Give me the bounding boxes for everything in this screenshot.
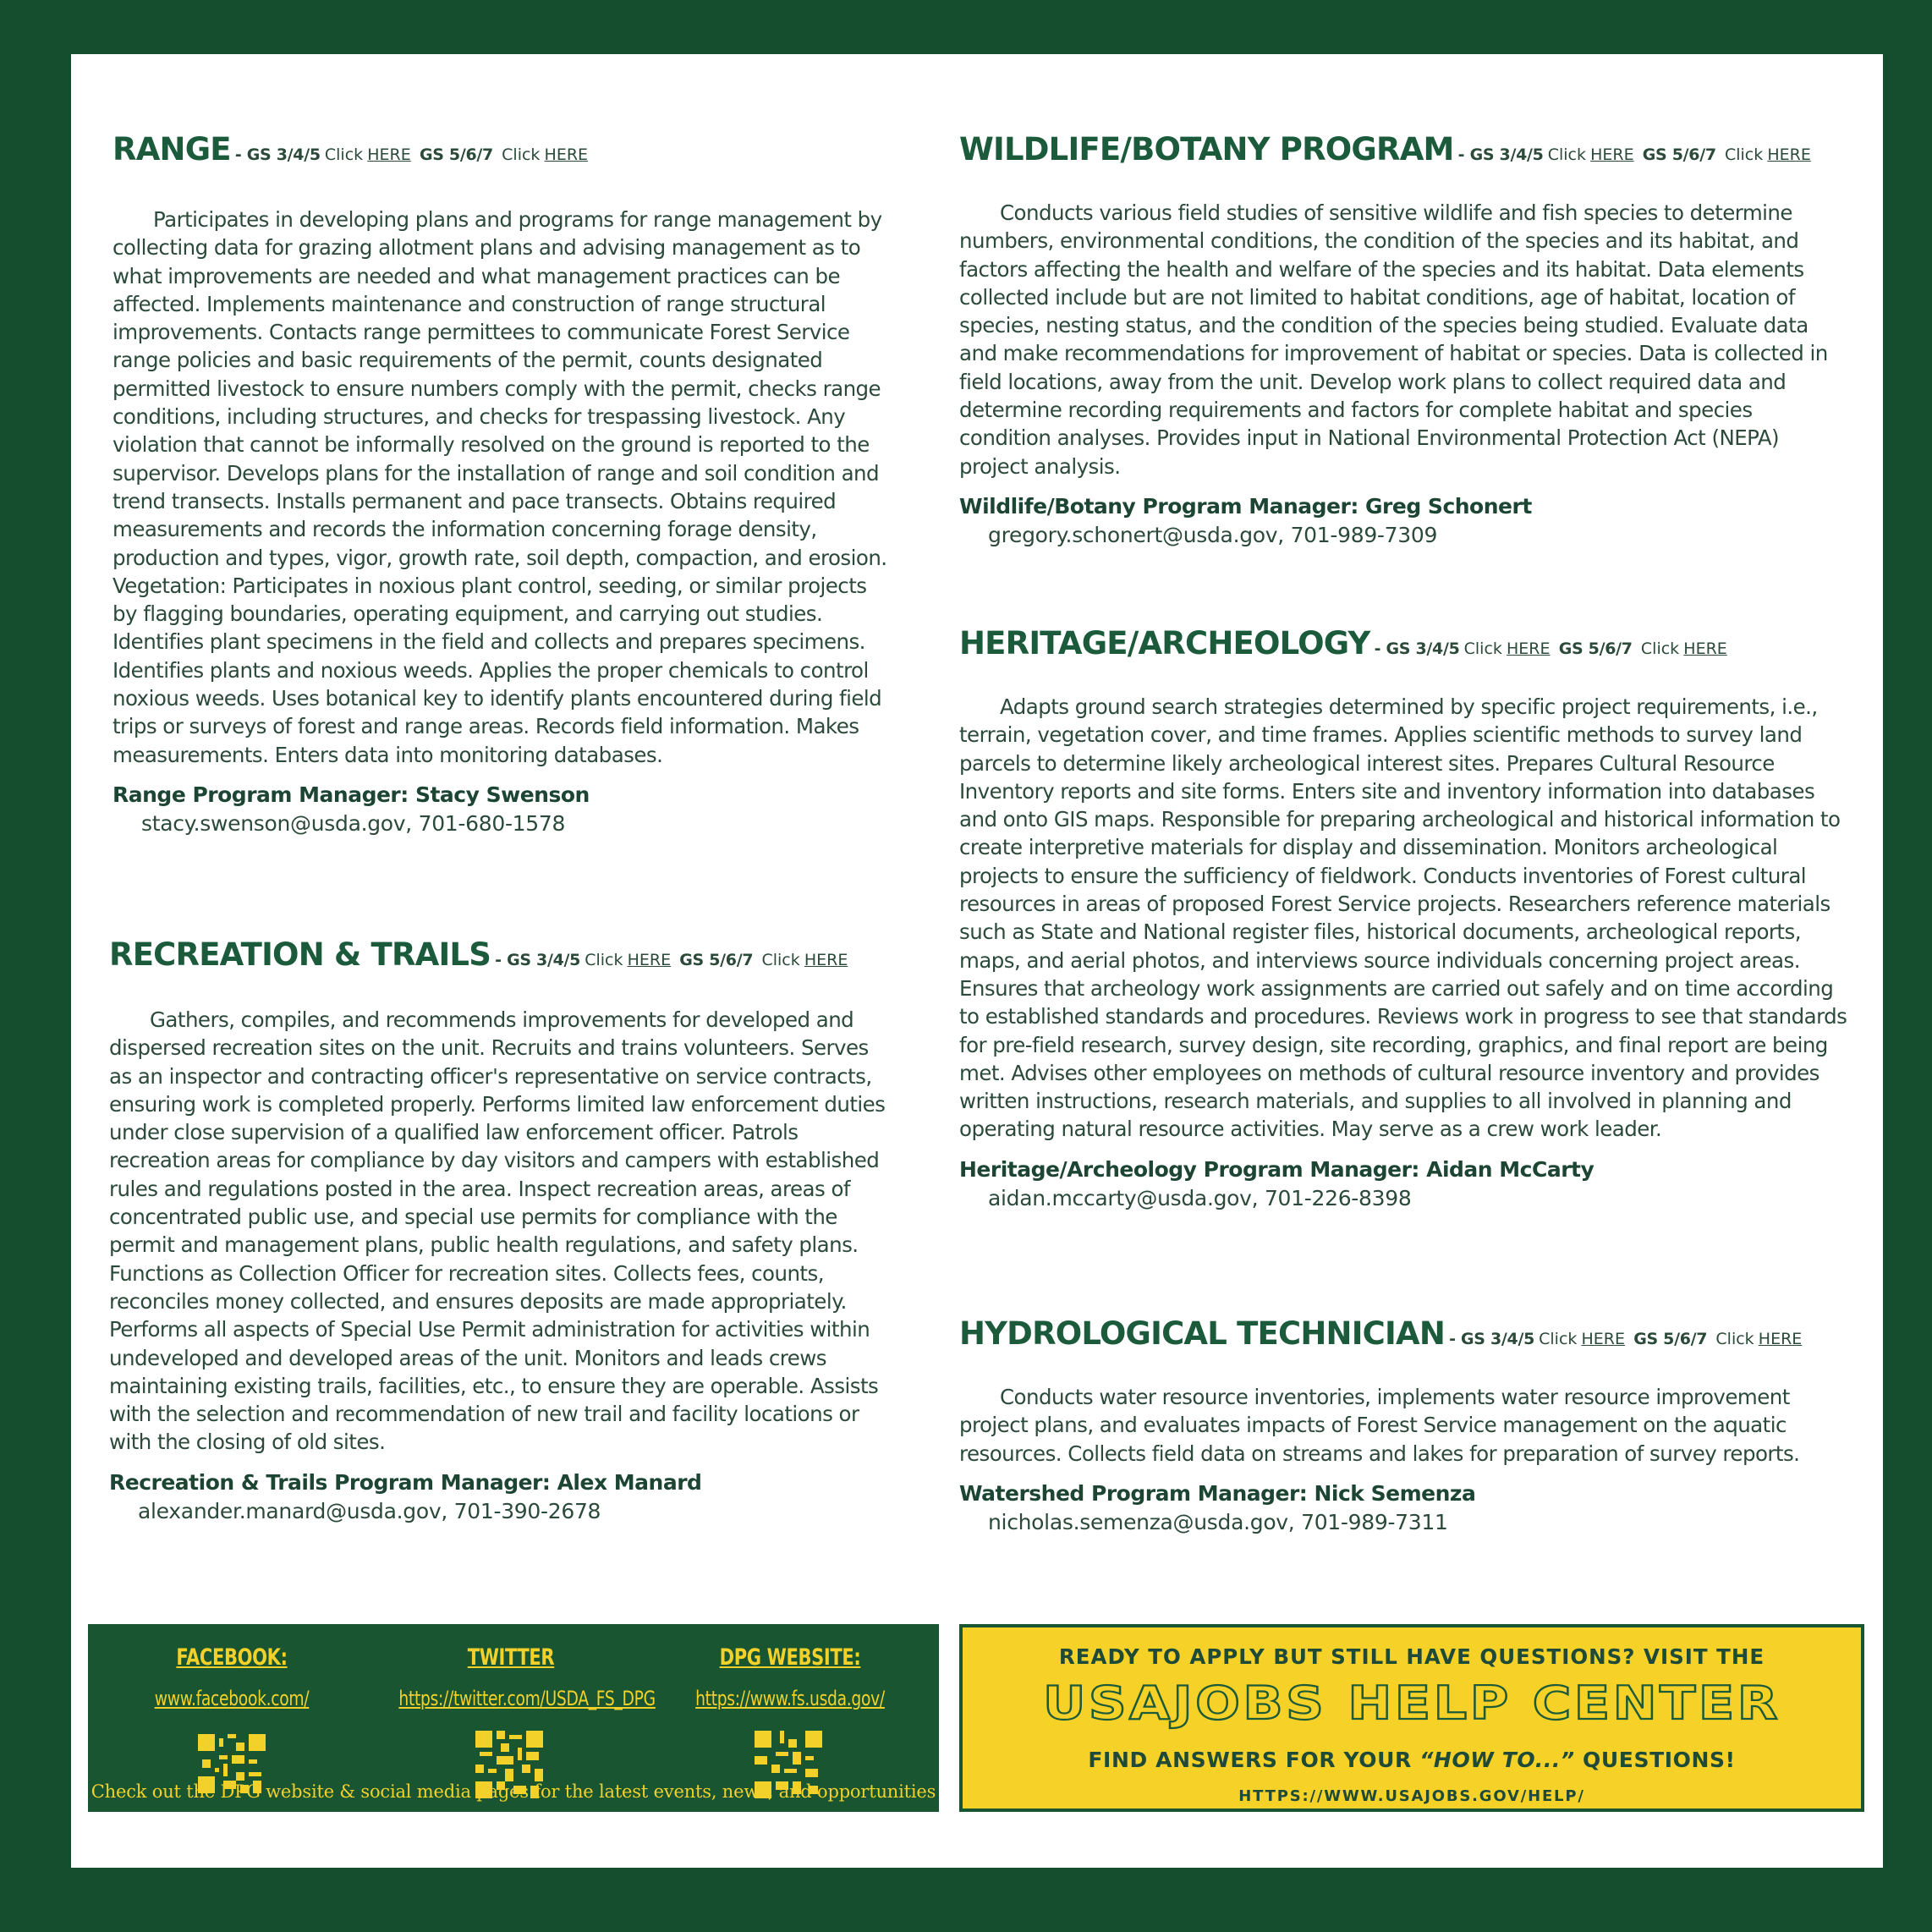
help-tagline-emphasis: “HOW TO...” [1419,1748,1575,1772]
apply-link-gs567[interactable]: HERE [1758,1330,1803,1348]
section-title: RECREATION & TRAILS [109,936,491,973]
grade-label: GS 5/6/7 [1642,145,1716,164]
grade-sep: - [1457,145,1470,164]
help-center-title[interactable]: USAJOBS HELP CENTER [1042,1677,1781,1730]
grade-sep: - [1449,1330,1461,1348]
section-title: RANGE [113,131,231,167]
manager-contact: aidan.mccarty@usda.gov, 701-226-8398 [988,1185,1412,1210]
section-wildlife-botany [959,131,1847,550]
section-description: Conducts water resource inventories, implements water resource improvement project plans, and evaluates impacts of Forest Service management on the aquatic resources. Collects field data on streams and lakes for preparation of survey reports. [959,1385,1800,1466]
apply-link-gs345[interactable]: HERE [1590,145,1634,164]
click-label: Click [761,951,800,969]
click-label: Click [324,145,364,164]
click-label: Click [1547,145,1586,164]
grade-label: GS 3/4/5 [1461,1330,1535,1348]
twitter-link[interactable]: https://twitter.com/USDA_FS_DPG [398,1687,656,1710]
grade-sep: - [234,145,247,164]
help-tagline-post: QUESTIONS! [1583,1748,1736,1772]
section-description: Adapts ground search strategies determined by specific project requirements, i.e., terrain, vegetation cover, and time frames. Applies scientific methods to survey land parcels to determine likely archeological interest sites. Prepares Cultural Resource Inventory reports and site forms. Enters site and inventory information into databases and onto GIS maps. Responsible for preparing archeological and historical information to create interpretive materials for display and dissemination. Monitors archeological projects to ensure the sufficiency of fieldwork. Conducts inventories of Forest cultural resources in areas of proposed Forest Service projects. Researchers reference materials such as State and National register files, historical documents, archeological reports, maps, and aerial photos, and interviews source individuals concerning project areas. Ensures that archeology work assignments are carried out safely and on time according to established standards and procedures. Reviews work in progress to see that standards for pre-field research, survey design, site recording, graphics, and final report are being met. Advises other employees on methods of cultural resource inventory and provides written instructions, research materials, and supplies to all involved in planning and operating natural resource activities. May serve as a crew work leader. [959,694,1847,1142]
grade-label: GS 3/4/5 [246,145,321,164]
section-title: HYDROLOGICAL TECHNICIAN [959,1315,1445,1352]
grade-label: GS 5/6/7 [1558,639,1633,658]
grade-sep: - [495,951,508,969]
grade-label: GS 3/4/5 [507,951,581,969]
section-recreation-trails [109,936,894,1526]
section-heritage-archeology [959,625,1847,1213]
click-label: Click [1640,639,1680,658]
social-media-box [88,1624,939,1812]
manager-contact: nicholas.semenza@usda.gov, 701-989-7311 [988,1509,1448,1534]
click-label: Click [1463,639,1502,658]
apply-link-gs345[interactable]: HERE [1507,639,1551,658]
website-heading: DPG WEBSITE: [719,1644,861,1671]
click-label: Click [502,145,541,164]
help-center-box [959,1624,1864,1812]
click-label: Click [585,951,623,969]
apply-link-gs345[interactable]: HERE [367,145,411,164]
help-tagline [963,1748,1861,1772]
apply-link-gs567[interactable]: HERE [804,951,848,969]
section-range [113,131,894,838]
twitter-heading: TWITTER [467,1644,555,1671]
apply-link-gs567[interactable]: HERE [1683,639,1727,658]
click-label: Click [1724,145,1764,164]
help-center-link[interactable]: HTTPS://WWW.USAJOBS.GOV/HELP/ [1238,1787,1585,1805]
grade-label: GS 5/6/7 [679,951,754,969]
section-header [113,131,894,167]
click-label: Click [1539,1330,1578,1348]
grade-label: GS 3/4/5 [1386,639,1460,658]
apply-link-gs567[interactable]: HERE [1767,145,1811,164]
program-manager: Range Program Manager: Stacy Swenson [113,782,590,807]
section-header [959,131,1847,167]
program-manager: Watershed Program Manager: Nick Semenza [959,1480,1476,1506]
apply-link-gs345[interactable]: HERE [627,951,672,969]
program-manager: Recreation & Trails Program Manager: Alex Manard [109,1469,702,1495]
grade-label: GS 3/4/5 [1469,145,1544,164]
grade-sep: - [1374,639,1386,658]
section-header [959,1315,1856,1352]
facebook-heading: FACEBOOK: [176,1644,288,1671]
social-footer-text: Check out the DPG website & social media pages for the latest events, news, and opportunities [91,1781,936,1802]
help-tagline-pre: FIND ANSWERS FOR YOUR [1088,1748,1412,1772]
grade-label: GS 5/6/7 [1633,1330,1708,1348]
apply-link-gs345[interactable]: HERE [1581,1330,1626,1348]
program-manager: Heritage/Archeology Program Manager: Aidan McCarty [959,1156,1594,1182]
manager-contact: gregory.schonert@usda.gov, 701-989-7309 [988,522,1438,547]
manager-contact: alexander.manard@usda.gov, 701-390-2678 [138,1498,601,1523]
facebook-link[interactable]: www.facebook.com/ [154,1687,310,1710]
section-description: Conducts various field studies of sensitive wildlife and fish species to determine numbers, environmental conditions, the condition of the species and its habitat, and factors affecting the health and welfare of the species and its habitat. Data elements collected include but are not limited to habitat conditions, age of habitat, location of species, nesting status, and the condition of the species being studied. Evaluate data and make recommendations for improvement of habitat or species. Data is collected in field locations, away from the unit. Develop work plans to collect required data and determine recording requirements and factors for complete habitat and species condition analyses. Provides input in National Environmental Protection Act (NEPA) project analysis. [959,200,1828,479]
apply-link-gs567[interactable]: HERE [544,145,589,164]
help-intro: READY TO APPLY BUT STILL HAVE QUESTIONS? VISIT THE [1058,1644,1765,1669]
manager-contact: stacy.swenson@usda.gov, 701-680-1578 [141,810,566,836]
click-label: Click [1715,1330,1754,1348]
program-manager: Wildlife/Botany Program Manager: Greg Schonert [959,493,1532,519]
section-hydrological-technician [959,1315,1856,1537]
section-header [959,625,1847,661]
website-link[interactable]: https://www.fs.usda.gov/ [695,1687,885,1710]
section-title: WILDLIFE/BOTANY PROGRAM [959,131,1454,167]
section-title: HERITAGE/ARCHEOLOGY [959,625,1370,661]
grade-label: GS 5/6/7 [419,145,493,164]
section-header [109,936,894,973]
section-description: Participates in developing plans and programs for range management by collecting data for grazing allotment plans and advising management as to what improvements are needed and what management practices can be affected. Implements maintenance and construction of range structural improvements. Contacts range permittees to communicate Forest Service range policies and basic requirements of the permit, counts designated permitted livestock to ensure numbers comply with the permit, checks range conditions, including structures, and checks for trespassing livestock. Any violation that cannot be informally resolved on the ground is reported to the supervisor. Develops plans for the installation of range and soil condition and trend transects. Installs permanent and pace transects. Obtains required measurements and records the information concerning forage density, production and types, vigor, growth rate, soil depth, compaction, and erosion. Vegetation: Participates in noxious plant control, seeding, or similar projects by flagging boundaries, operating equipment, and carrying out studies. Identifies plant specimens in the field and collects and prepares specimens. Identifies plants and noxious weeds. Applies the proper chemicals to control noxious weeds. Uses botanical key to identify plants encountered during field trips or surveys of forest and range areas. Records field information. Makes measurements. Enters data into monitoring databases. [113,207,887,767]
section-description: Gathers, compiles, and recommends improvements for developed and dispersed recreation sites on the unit. Recruits and trains volunteers. Serves as an inspector and contracting officer's representative on service contracts, ensuring work is completed properly. Performs limited law enforcement duties under close supervision of a qualified law enforcement officer. Patrols recreation areas for compliance by day visitors and campers with established rules and regulations posted in the area. Inspect recreation areas, areas of concentrated public use, and special use permits for compliance with the permit and management plans, public health regulations, and safety plans. Functions as Collection Officer for recreation sites. Collects fees, counts, reconciles money collected, and ensures deposits are made appropriately. Performs all aspects of Special Use Permit administration for activities within undeveloped and developed areas of the unit. Monitors and leads crews maintaining existing trails, facilities, etc., to ensure they are operable. Assists with the selection and recommendation of new trail and facility locations or with the closing of old sites. [109,1007,886,1455]
